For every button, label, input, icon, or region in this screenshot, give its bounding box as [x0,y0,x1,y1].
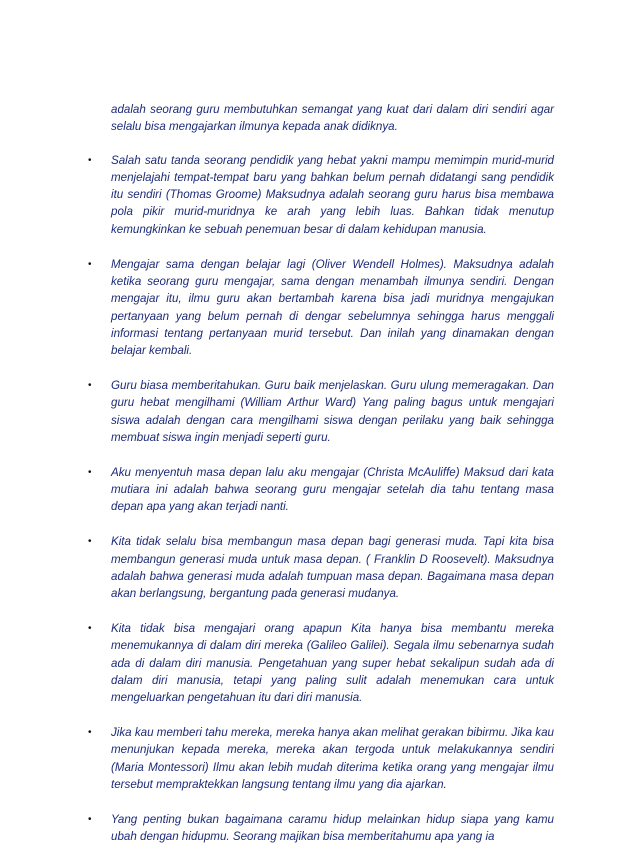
list-item-text: Mengajar sama dengan belajar lagi (Oliver Wendell Holmes). Maksudnya adalah ketika seorang guru mengajar, sama dengan menambah ilmunya sendiri. Dengan mengajar itu, ilmu guru akan bertambah karena bisa jadi muridnya mengajukan pertanyaan yang belum pernah di dengar sebelumnya sehingga harus menggali informasi tentang pertanyaan murid tersebut. Dan inilah yang dinamakan dengan belajar kembali. [111,257,554,358]
bullet-icon [88,533,98,550]
list-item-text: Salah satu tanda seorang pendidik yang hebat yakni mampu memimpin murid-murid menjelajahi tempat-tempat baru yang bahkan belum pernah didatangi sang pendidik itu sendiri (Thomas Groome) Maksudnya adalah seorang guru harus bisa membawa pola pikir murid-muridnya ke arah yang lebih luas. Bahkan tidak menutup kemungkinkan ke sebuah penemuan besar di dalam kehidupan manusia. [111,153,554,236]
list-item-text: Jika kau memberi tahu mereka, mereka hanya akan melihat gerakan bibirmu. Jika kau menunjukan kepada mereka, mereka akan tergoda untuk melakukannya sendiri (Maria Montessori) Ilmu akan lebih mudah diterima ketika orang yang mengajar ilmu tersebut mempraktekkan langsung tentang ilmu yang dia ajarkan. [111,726,554,792]
bullet-icon [88,724,98,741]
list-item-text: Aku menyentuh masa depan lalu aku mengajar (Christa McAuliffe) Maksud dari kata mutiara ini adalah bahwa seorang guru mengajar setelah dia tahu tentang masa depan apa yang akan terjadi nanti. [111,465,554,514]
bullet-icon [88,620,98,637]
bullet-icon [88,152,98,169]
list-item-text: Guru biasa memberitahukan. Guru baik menjelaskan. Guru ulung memeragakan. Dan guru hebat mengilhami (William Arthur Ward) Yang paling bagus untuk mengajari siswa adalah dengan cara mengilhami siswa dengan perilaku yang baik sehingga membuat siswa ingin menjadi seperti guru. [111,379,554,444]
paragraph-text: adalah seorang guru membutuhkan semangat yang kuat dari dalam diri sendiri agar selalu bisa mengajarkan ilmunya kepada anak didiknya. [111,103,554,134]
list-item-text: Kita tidak selalu bisa membangun masa depan bagi generasi muda. Tapi kita bisa membangun generasi muda untuk masa depan. ( Franklin D Roosevelt). Maksudnya adalah bahwa generasi muda adalah tumpuan masa depan. Bagaimana masa depan akan berlangsung, bergantung pada generasi mudanya. [111,535,554,601]
list-item [88,724,554,793]
bullet-icon [88,464,98,481]
list-item [88,256,554,360]
bullet-icon [88,377,98,394]
list-item [88,377,554,446]
list-item-text: Kita tidak bisa mengajari orang apapun Kita hanya bisa membantu mereka menemukannya di dalam diri mereka (Galileo Galilei). Segala ilmu sebenarnya sudah ada di dalam diri manusia. Pengetahuan yang super hebat sekalipun sudah ada di dalam diri manusia, tetapi yang paling sulit adalah menemukan cara untuk mengeluarkan pengetahuan itu dari diri manusia. [111,622,554,705]
paragraph-continuation [88,101,554,136]
list-item-text: Yang penting bukan bagaimana caramu hidup melainkan hidup siapa yang kamu ubah dengan hidupmu. Seorang majikan bisa memberitahumu apa yang ia [111,812,554,844]
document-body [88,101,554,863]
list-item [88,533,554,602]
list-item [88,620,554,706]
list-item [88,152,554,238]
list-item [88,464,554,516]
bullet-icon [88,256,98,273]
list-item [88,811,554,846]
